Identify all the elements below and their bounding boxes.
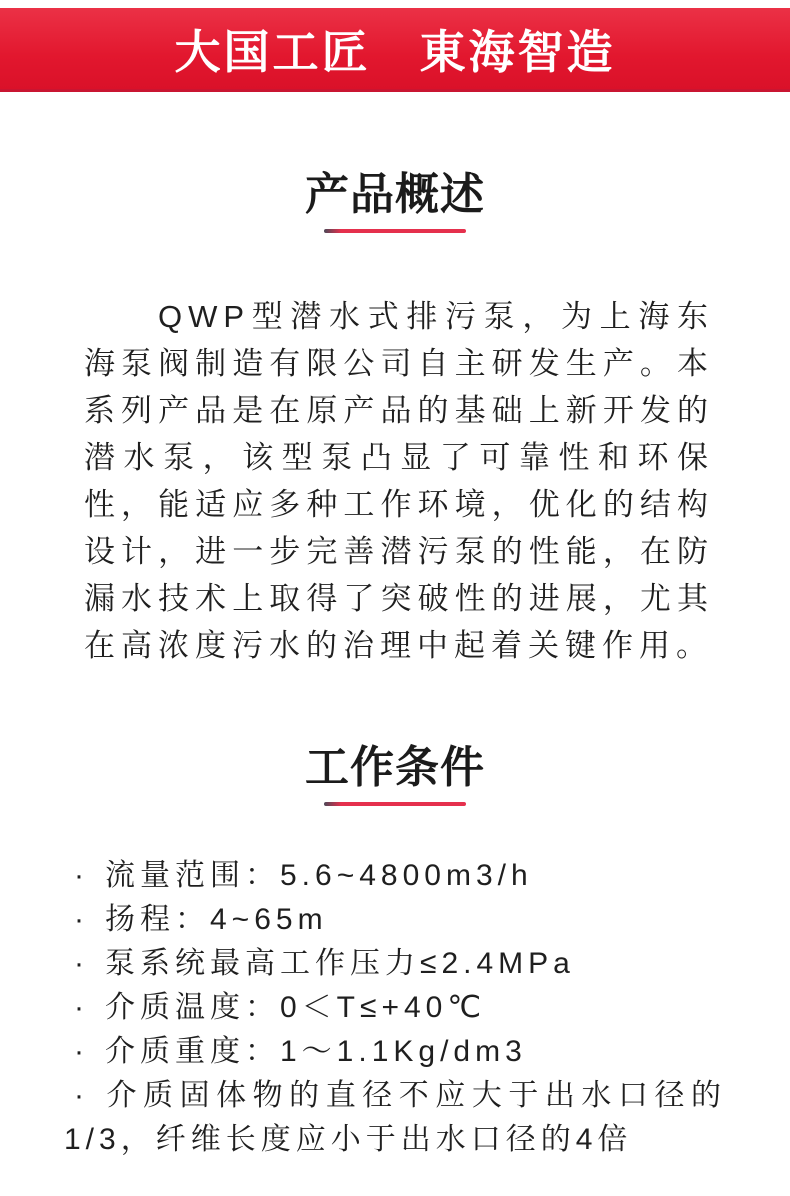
list-item-text: 介质固体物的直径不应大于出水口径的1/3，纤维长度应小于出水口径的4倍 — [64, 1079, 726, 1156]
bullet-dot: · — [74, 947, 89, 980]
section-title-conditions: 工作条件 — [305, 743, 485, 792]
page — [0, 8, 790, 1196]
list-item — [64, 1030, 726, 1074]
title-underline — [324, 229, 466, 233]
list-item-text: 扬程：4~65m — [105, 903, 328, 936]
list-item-text: 泵系统最高工作压力≤2.4MPa — [105, 947, 575, 980]
overview-paragraph: QWP型潜水式排污泵，为上海东海泵阀制造有限公司自主研发生产。本系列产品是在原产品的基础上新开发的潜水泵，该型泵凸显了可靠性和环保性，能适应多种工作环境，优化的结构设计，进一步完善潜污泵的性能，在防漏水技术上取得了突破性的进展，尤其在高浓度污水的治理中起着关键作用。 — [84, 299, 714, 663]
section-title-overview: 产品概述 — [305, 170, 485, 219]
bullet-dot: · — [74, 859, 89, 892]
bullet-dot: · — [74, 1079, 89, 1112]
list-item-text: 介质温度：0＜T≤+40℃ — [105, 991, 487, 1024]
list-item — [64, 854, 726, 898]
bullet-dot: · — [74, 1035, 89, 1068]
list-item-text: 介质重度：1～1.1Kg/dm3 — [105, 1035, 527, 1068]
working-conditions-list — [64, 854, 726, 1162]
list-item — [64, 898, 726, 942]
bullet-dot: · — [74, 991, 89, 1024]
list-item — [64, 1074, 726, 1162]
banner-title: 大国工匠 東海智造 — [174, 25, 616, 78]
section-product-overview — [0, 168, 790, 669]
bullet-dot: · — [74, 903, 89, 936]
title-underline — [324, 802, 466, 806]
brand-banner — [0, 8, 790, 92]
list-item — [64, 942, 726, 986]
section-working-conditions — [0, 741, 790, 1162]
list-item — [64, 986, 726, 1030]
list-item-text: 流量范围：5.6~4800m3/h — [105, 859, 533, 892]
